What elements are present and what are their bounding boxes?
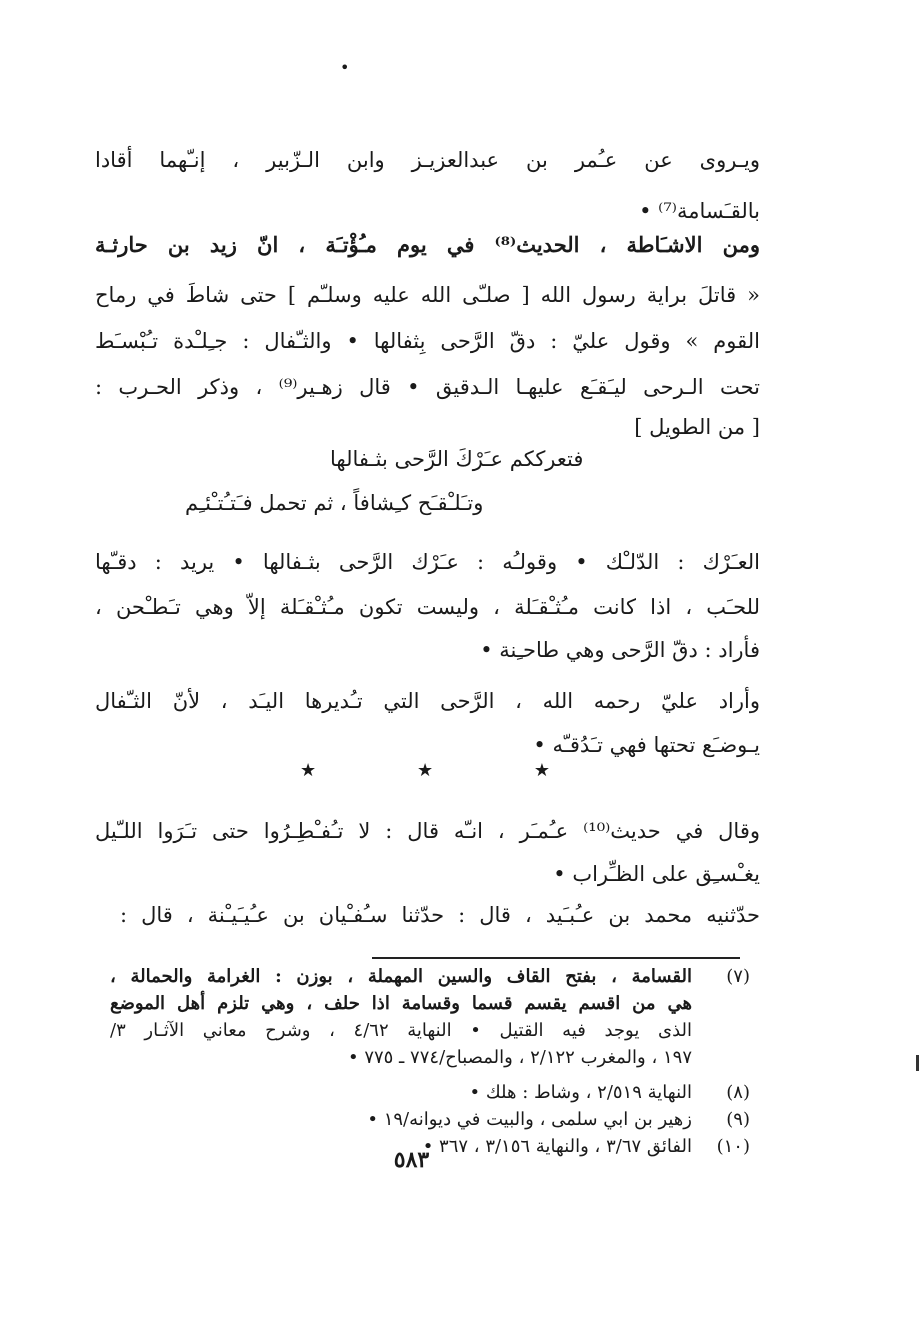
text-line: للحـَب ، اذا كانت مـُثـْقـَلة ، وليست تكون مـُثـْقـَلة إلاّ وهي تـَطـْحن ، [95,595,760,619]
text-line: ويـروى عن عـُمر بن عبدالعزيـز وابن الـزّبير ، إنـّهما أقادا [95,148,760,172]
verse-line-1: فتعرككم عـَرْكَ الرَّحى بثـفالها [330,447,584,471]
scan-edge-mark [916,1055,919,1071]
text-line: « قاتلَ براية رسول الله [ صلـّى الله عليه وسلـّم ] حتى شاطَ في رماح [95,283,760,307]
text-line: ومن الاشـَاطة ، الحديث⁽⁸⁾ في يوم مـُؤْتـَة ، انّ زيد بن حارثـة [95,232,760,257]
section-divider [300,760,550,781]
text-line: وأراد عليّ رحمه الله ، الرَّحى التي تـُديرها اليـَد ، لأنّ الثـّفال [95,689,760,713]
star-icon: ★ [300,760,317,781]
footnote-number: (٧) [726,966,750,987]
top-dot-mark: • [340,58,350,77]
footnote-text: النهاية ٢/٥١٩ ، وشاط : هلك • [469,1082,692,1103]
text-line: حدّثنيه محمد بن عـُبـَيد ، قال : حدّثنا سـُفـْيان بن عـُيـَيـْنة ، قال : [120,903,760,927]
text-line: بالقـَسامة⁽⁷⁾ • [639,199,760,223]
footnote-text: ١٩٧ ، والمغرب ٢/١٢٢ ، والمصباح/٧٧٤ ـ ٧٧٥ • [347,1047,692,1068]
footnote-8 [110,1079,750,1106]
text-line: فأراد : دقّ الرَّحى وهي طاحـِنة • [480,638,760,662]
footnote-9 [110,1106,750,1133]
star-icon: ★ [416,760,434,781]
star-icon: ★ [533,760,550,781]
text-line: تحت الـرحى ليـَقـَع عليهـا الـدقيق • قال زهـير⁽⁹⁾ ، وذكر الحـرب : [95,375,760,399]
footnote-number: (٩) [726,1109,750,1130]
footnote-7-cont [110,990,750,1017]
verse-line-2: وتـَلـْقـَح كـِشافاً ، ثم تحمل فـَتـُتـْئـِم [185,491,484,515]
footnote-7-cont [110,1017,750,1044]
footnote-7 [110,963,750,990]
footnote-text: هي من اقسم يقسم قسما وقسامة اذا حلف ، وهي تلزم أهل الموضع [110,993,692,1014]
footnote-text: الفائق ٣/٦٧ ، والنهاية ٣/١٥٦ ، ٣٦٧ • [422,1136,692,1157]
text-line: يغـْسـِق على الظـِّراب • [553,862,760,886]
footnote-number: (١٠) [716,1136,750,1157]
meter-label: [ من الطويل ] [634,415,760,439]
text-line: القوم » وقول عليّ : دقّ الرَّحى بِثفالها • والثـّفال : جـِلـْدة تـُبْسـَط [95,329,760,353]
text-line: يـوضـَع تحتها فهي تـَدُقـّه • [533,733,760,757]
footnote-separator [372,957,740,959]
footnote-7-cont [110,1044,750,1071]
footnote-text: الذى يوجد فيه القتيل • النهاية ٤/٦٢ ، وشرح معاني الآثـار ٣/ [110,1020,693,1041]
text-line: وقال في حديث⁽¹⁰⁾ عـُمـَر ، انـّه قال : لا تـُفـْطِـرُوا حتى تـَرَوا اللـّيل [95,819,761,843]
footnote-text: زهير بن ابي سلمى ، والبيت في ديوانه/١٩ • [367,1109,692,1130]
text-line: العـَرْك : الدّلـْك • وقولـُه : عـَرْك الرَّحى بثـفالها • يريد : دقـّها [95,550,760,574]
footnote-text: القسامة ، بفتح القاف والسين المهملة ، بوزن : الغرامة والحمالة ، [110,966,692,987]
footnote-number: (٨) [726,1082,750,1103]
page-number: ٥٨٣ [393,1147,430,1173]
